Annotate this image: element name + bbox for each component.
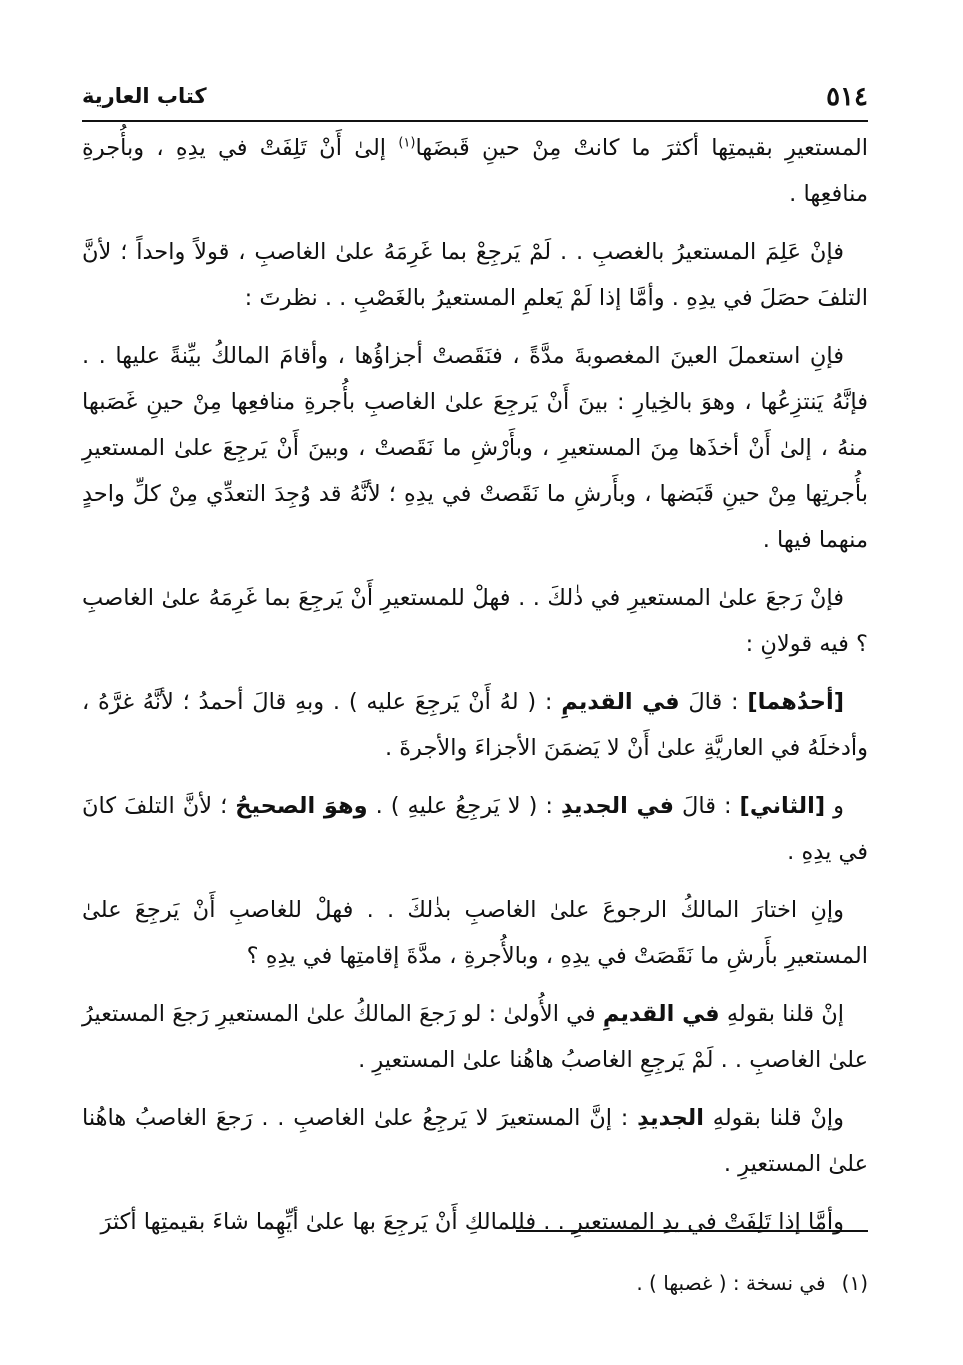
bold-term: في القديمِ [602,1001,720,1027]
paragraph-text: المستعيرِ بقيمتِها أكثرَ ما كانتْ مِنْ حينِ قَبضَها [415,135,868,161]
paragraph-6 [82,783,868,875]
paragraph-2: فإنْ عَلِمَ المستعيرُ بالغصبِ . . لَمْ يَرجِعْ بما غَرِمَهُ علىٰ الغاصبِ ، قولاً واحداً ؛ لأنَّ التلفَ حصَلَ في يدِهِ . وأمَّا إذا لَمْ يَعلمِ المستعيرُ بالغَصْبِ . . نظرتَ : [82,239,868,311]
paragraph-8 [82,991,868,1083]
paragraph-text: : قالَ [679,689,748,715]
paragraph-text: : ( لهُ أَنْ يَرجِعَ عليه ) . وبهِ قالَ أحمدُ ؛ لأنَّهُ غرَّهُ ، وأدخلَهُ في العاريَّةِ علىٰ أَنْ لا يَضمَنَ الأجزاءَ والأجرةَ . [82,689,868,761]
page-number: ٥١٤ [826,82,868,112]
paragraph-9 [82,1095,868,1187]
paragraph-4: فإنْ رَجعَ علىٰ المستعيرِ في ذٰلكَ . . فهلْ للمستعيرِ أَنْ يَرجِعَ بما غَرِمَهُ علىٰ الغاصبِ ؟ فيه قولانِ : [82,585,868,657]
bold-term: في القديمِ [561,689,680,715]
footnote-number: (١) [841,1271,868,1295]
paragraph-5 [82,679,868,771]
footnote-marker: (١) [398,135,416,151]
paragraph-text: : قالَ [674,793,740,819]
paragraph-1 [82,125,868,217]
page-header [82,80,868,122]
footnote-separator [516,1230,868,1232]
paragraph-text: إلىٰ أَنْ تَلِفَتْ في يدِهِ ، وبأُجرةِ منافعِها . [82,135,868,207]
paragraph-text: : إنَّ المستعيرَ لا يَرجِعُ علىٰ الغاصبِ . . رَجعَ الغاصبُ هاهُنا علىٰ المستعيرِ . [82,1105,868,1177]
paragraph-text: في الأُولىٰ : لو رَجعَ المالكُ علىٰ المستعيرِ رَجعَ المستعيرُ علىٰ الغاصبِ . . لَمْ يَرجِعِ الغاصبُ هاهُنا علىٰ المستعيرِ . [82,1001,868,1073]
section-label: [الثاني] [739,793,826,819]
bold-term: وهوَ الصحيحُ [235,793,368,819]
paragraph-text: : ( لا يَرجِعُ عليهِ ) . [367,793,561,819]
paragraph-text: ؛ لأنَّ التلفَ كانَ في يدِهِ . [82,793,868,865]
footnote-text: في نسخة : ( غصبها ) . [636,1271,826,1295]
page-body [82,125,868,1235]
paragraph-text: إنْ قلنا بقولهِ [719,1001,844,1027]
paragraph-7: وإنِ اختارَ المالكُ الرجوعَ علىٰ الغاصبِ بذٰلكَ . . فهلْ للغاصبِ أَنْ يَرجِعَ علىٰ المستعيرِ بأَرشِ ما نَقَصَتْ في يدِهِ ، وبالأُجرةِ ، مدَّةَ إقامتِها في يدِهِ ؟ [82,897,868,969]
paragraph-10: وأمَّا إذا تَلِفَتْ في يدِ المستعيرِ . . فللمالكِ أَنْ يَرجِعَ بها علىٰ أيِّهِما شاءَ بقيمتِها أكثرَ [100,1209,844,1235]
paragraph-text: و [825,793,844,819]
paragraph-3: فإنِ استعملَ العينَ المغصوبةَ مدَّةً ، فنَقَصتْ أجزاؤُها ، وأقامَ المالكُ بيِّنةً عليها . . فإنَّهُ يَنتزِعُها ، وهوَ بالخِيارِ : بينَ أَنْ يَرجِعَ علىٰ الغاصبِ بأُجرةِ منافعِها مِنْ حينِ غَصَبها منهُ ، إلىٰ أَنْ أخذَها مِنَ المستعيرِ ، وبأَرْشِ ما نَقَصتْ ، وبينَ أَنْ يَرجِعَ علىٰ المستعيرِ بأُجرتِها مِنْ حينِ قَبَضها ، وبأَرشِ ما نَقَصتْ في يدِهِ ؛ لأنَّهُ قد وُجِدَ التعدِّي مِنْ كلِّ واحدٍ منهما فيها . [82,343,868,553]
book-title: كتاب العارية [82,84,207,108]
bold-term: الجديدِ [637,1105,704,1131]
footnote [82,1268,868,1298]
bold-term: في الجديدِ [561,793,674,819]
section-label: [أحدُهما] [747,689,844,715]
paragraph-text: وإنْ قلنا بقولهِ [703,1105,844,1131]
